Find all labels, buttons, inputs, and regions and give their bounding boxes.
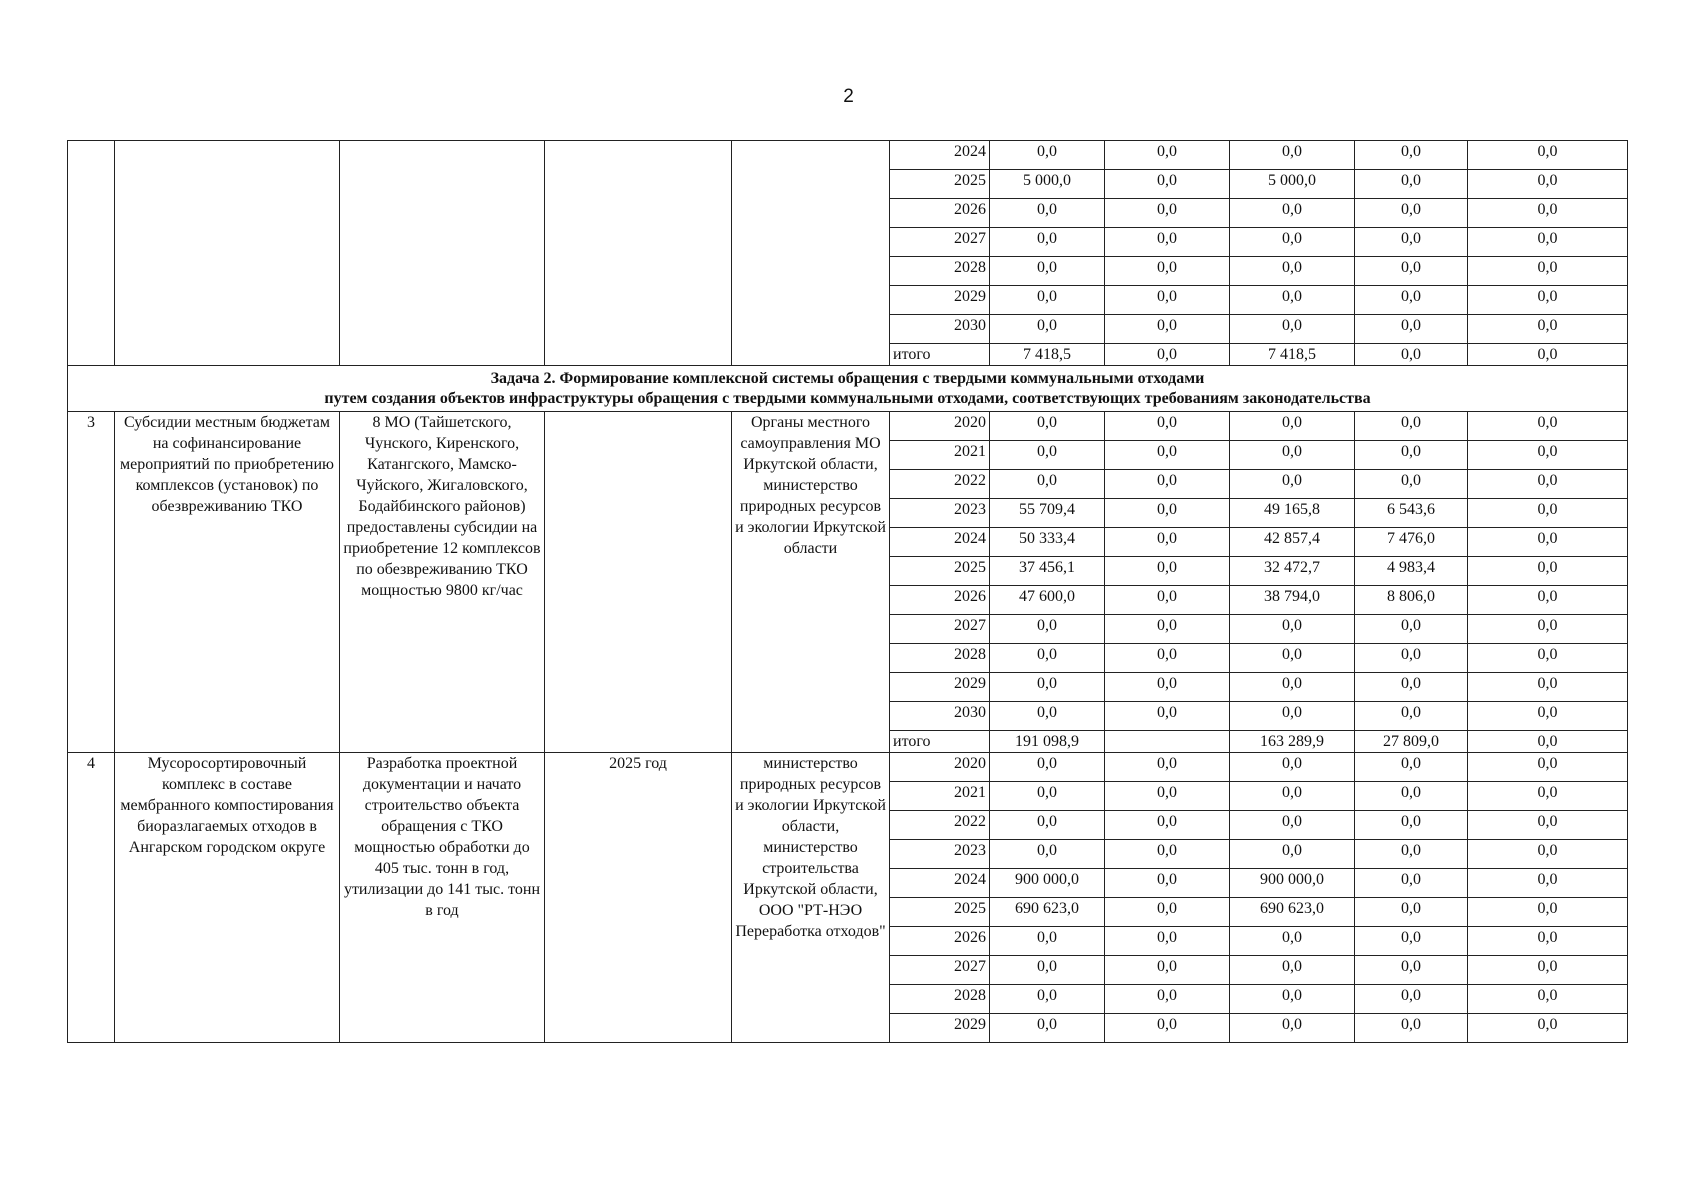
empty-cell-4 (545, 141, 732, 366)
value-cell: 42 857,4 (1230, 528, 1355, 557)
value-cell: 0,0 (1355, 1014, 1468, 1043)
value-cell: 27 809,0 (1355, 731, 1468, 753)
value-cell: 0,0 (1230, 811, 1355, 840)
value-cell: 0,0 (990, 702, 1105, 731)
year-cell: 2024 (890, 528, 990, 557)
year-cell: 2024 (890, 869, 990, 898)
value-cell: 0,0 (1230, 753, 1355, 782)
value-cell: 0,0 (1105, 141, 1230, 170)
value-cell: 0,0 (990, 985, 1105, 1014)
value-cell: 0,0 (1355, 615, 1468, 644)
value-cell: 0,0 (1230, 615, 1355, 644)
value-cell: 0,0 (1355, 344, 1468, 366)
year-cell: 2029 (890, 673, 990, 702)
empty-cell-3 (340, 141, 545, 366)
table-row (68, 753, 1628, 782)
empty-cell-5 (732, 141, 890, 366)
empty-cell-1 (68, 141, 115, 366)
year-cell: 2026 (890, 199, 990, 228)
value-cell: 0,0 (990, 615, 1105, 644)
value-cell: 0,0 (1355, 141, 1468, 170)
item-term: 2025 год (545, 753, 732, 1043)
value-cell: 0,0 (1105, 315, 1230, 344)
task-heading (68, 366, 1628, 412)
item-result: Разработка проектной документации и начато строительство объекта обращения с ТКО мощностью обработки до 405 тыс. тонн в год, утилизации до 141 тыс. тонн в год (340, 753, 545, 1043)
year-cell: 2022 (890, 811, 990, 840)
value-cell: 8 806,0 (1355, 586, 1468, 615)
value-cell: 0,0 (1230, 412, 1355, 441)
value-cell: 0,0 (1230, 141, 1355, 170)
item-result: 8 МО (Тайшетского, Чунского, Киренского, Катангского, Мамско-Чуйского, Жигаловского, Бодайбинского районов) предоставлены субсидии на приобретение 12 комплексов по обезвреживанию ТКО мощностью 9800 кг/час (340, 412, 545, 753)
value-cell: 0,0 (1105, 412, 1230, 441)
value-cell: 5 000,0 (1230, 170, 1355, 199)
value-cell: 0,0 (1230, 782, 1355, 811)
value-cell: 0,0 (1355, 840, 1468, 869)
value-cell: 0,0 (1468, 927, 1628, 956)
value-cell: 55 709,4 (990, 499, 1105, 528)
value-cell: 0,0 (1105, 869, 1230, 898)
year-cell: итого (890, 731, 990, 753)
value-cell: 0,0 (990, 315, 1105, 344)
value-cell: 690 623,0 (990, 898, 1105, 927)
value-cell: 0,0 (1230, 956, 1355, 985)
value-cell: 0,0 (1230, 1014, 1355, 1043)
value-cell: 0,0 (1230, 228, 1355, 257)
value-cell: 0,0 (990, 673, 1105, 702)
value-cell: 4 983,4 (1355, 557, 1468, 586)
item-name: Мусоросортировочный комплекс в составе мембранного компостирования биоразлагаемых отходов в Ангарском городском округе (115, 753, 340, 1043)
value-cell: 0,0 (1468, 985, 1628, 1014)
value-cell: 50 333,4 (990, 528, 1105, 557)
value-cell: 0,0 (1468, 315, 1628, 344)
value-cell: 163 289,9 (1230, 731, 1355, 753)
value-cell: 0,0 (1230, 644, 1355, 673)
value-cell: 900 000,0 (1230, 869, 1355, 898)
value-cell: 0,0 (1468, 644, 1628, 673)
value-cell: 0,0 (1355, 644, 1468, 673)
task-heading-line2: путем создания объектов инфраструктуры обращения с твердыми коммунальными отходами, соответствующих требованиям законодательства (324, 389, 1371, 407)
value-cell: 0,0 (1105, 586, 1230, 615)
value-cell: 0,0 (1230, 199, 1355, 228)
value-cell: 32 472,7 (1230, 557, 1355, 586)
item-term (545, 412, 732, 753)
value-cell: 0,0 (1105, 898, 1230, 927)
value-cell: 0,0 (1230, 927, 1355, 956)
value-cell: 0,0 (1355, 170, 1468, 199)
value-cell: 0,0 (1468, 499, 1628, 528)
value-cell: 47 600,0 (990, 586, 1105, 615)
value-cell: 7 418,5 (1230, 344, 1355, 366)
value-cell: 0,0 (1468, 840, 1628, 869)
value-cell: 0,0 (1355, 441, 1468, 470)
value-cell: 49 165,8 (1230, 499, 1355, 528)
value-cell: 0,0 (1105, 344, 1230, 366)
item-executor: Органы местного самоуправления МО Иркутской области, министерство природных ресурсов и экологии Иркутской области (732, 412, 890, 753)
year-cell: 2022 (890, 470, 990, 499)
value-cell: 0,0 (1105, 228, 1230, 257)
value-cell: 0,0 (1105, 499, 1230, 528)
value-cell: 0,0 (1105, 644, 1230, 673)
value-cell: 0,0 (990, 470, 1105, 499)
value-cell: 0,0 (1105, 811, 1230, 840)
value-cell: 0,0 (1355, 985, 1468, 1014)
year-cell: 2026 (890, 927, 990, 956)
value-cell: 0,0 (1468, 557, 1628, 586)
item-number: 3 (68, 412, 115, 753)
value-cell: 0,0 (990, 753, 1105, 782)
value-cell: 0,0 (990, 840, 1105, 869)
value-cell: 0,0 (1230, 840, 1355, 869)
year-cell: 2025 (890, 898, 990, 927)
value-cell: 0,0 (1468, 673, 1628, 702)
value-cell: 0,0 (1105, 1014, 1230, 1043)
value-cell: 0,0 (1468, 141, 1628, 170)
value-cell: 0,0 (990, 412, 1105, 441)
value-cell: 0,0 (1230, 985, 1355, 1014)
value-cell: 0,0 (1105, 673, 1230, 702)
value-cell: 0,0 (1355, 898, 1468, 927)
value-cell: 0,0 (1230, 286, 1355, 315)
value-cell: 0,0 (1468, 344, 1628, 366)
value-cell: 7 418,5 (990, 344, 1105, 366)
value-cell: 0,0 (1468, 898, 1628, 927)
value-cell: 0,0 (1105, 840, 1230, 869)
task-row (68, 366, 1628, 412)
year-cell: 2029 (890, 1014, 990, 1043)
item-number: 4 (68, 753, 115, 1043)
value-cell: 0,0 (1468, 528, 1628, 557)
value-cell: 0,0 (1355, 228, 1468, 257)
value-cell: 0,0 (990, 199, 1105, 228)
year-cell: 2020 (890, 753, 990, 782)
year-cell: 2024 (890, 141, 990, 170)
item-name: Субсидии местным бюджетам на софинансирование мероприятий по приобретению комплексов (установок) по обезвреживанию ТКО (115, 412, 340, 753)
year-cell: 2029 (890, 286, 990, 315)
value-cell: 0,0 (1105, 528, 1230, 557)
value-cell: 0,0 (1468, 811, 1628, 840)
value-cell: 0,0 (1105, 170, 1230, 199)
value-cell: 0,0 (1105, 615, 1230, 644)
value-cell: 0,0 (1105, 257, 1230, 286)
year-cell: 2028 (890, 985, 990, 1014)
value-cell: 0,0 (990, 257, 1105, 286)
value-cell: 0,0 (990, 956, 1105, 985)
value-cell: 0,0 (1355, 470, 1468, 499)
value-cell: 0,0 (1355, 782, 1468, 811)
year-cell: 2021 (890, 782, 990, 811)
value-cell: 0,0 (990, 927, 1105, 956)
value-cell: 0,0 (1355, 315, 1468, 344)
value-cell: 0,0 (1468, 782, 1628, 811)
value-cell: 0,0 (1355, 673, 1468, 702)
value-cell: 690 623,0 (1230, 898, 1355, 927)
value-cell: 0,0 (1230, 702, 1355, 731)
year-cell: 2025 (890, 557, 990, 586)
value-cell: 0,0 (1468, 412, 1628, 441)
program-table (67, 140, 1628, 1043)
value-cell: 0,0 (1105, 985, 1230, 1014)
value-cell: 0,0 (1230, 441, 1355, 470)
value-cell: 0,0 (1355, 811, 1468, 840)
value-cell: 0,0 (990, 644, 1105, 673)
year-cell: итого (890, 344, 990, 366)
year-cell: 2030 (890, 702, 990, 731)
table-row (68, 412, 1628, 441)
year-cell: 2023 (890, 840, 990, 869)
value-cell: 0,0 (1105, 956, 1230, 985)
value-cell: 0,0 (1468, 1014, 1628, 1043)
value-cell: 0,0 (1468, 956, 1628, 985)
value-cell: 0,0 (1468, 228, 1628, 257)
value-cell: 0,0 (1355, 412, 1468, 441)
value-cell: 191 098,9 (990, 731, 1105, 753)
year-cell: 2028 (890, 644, 990, 673)
value-cell: 0,0 (1468, 702, 1628, 731)
value-cell: 0,0 (1105, 753, 1230, 782)
year-cell: 2020 (890, 412, 990, 441)
value-cell: 0,0 (1468, 731, 1628, 753)
value-cell: 0,0 (1355, 286, 1468, 315)
value-cell (1105, 731, 1230, 753)
value-cell: 0,0 (1468, 753, 1628, 782)
value-cell: 0,0 (1230, 470, 1355, 499)
task-heading-line1: Задача 2. Формирование комплексной системы обращения с твердыми коммунальными отходами (490, 369, 1205, 387)
value-cell: 7 476,0 (1355, 528, 1468, 557)
value-cell: 0,0 (1105, 927, 1230, 956)
value-cell: 0,0 (1355, 956, 1468, 985)
value-cell: 0,0 (1105, 470, 1230, 499)
value-cell: 0,0 (990, 782, 1105, 811)
table-row (68, 141, 1628, 170)
value-cell: 0,0 (1105, 199, 1230, 228)
year-cell: 2027 (890, 615, 990, 644)
value-cell: 0,0 (1230, 257, 1355, 286)
value-cell: 0,0 (1468, 441, 1628, 470)
table-body (68, 141, 1628, 1043)
value-cell: 0,0 (1468, 257, 1628, 286)
value-cell: 0,0 (990, 811, 1105, 840)
value-cell: 0,0 (990, 141, 1105, 170)
year-cell: 2023 (890, 499, 990, 528)
value-cell: 0,0 (1105, 782, 1230, 811)
value-cell: 0,0 (1468, 869, 1628, 898)
year-cell: 2030 (890, 315, 990, 344)
value-cell: 0,0 (990, 286, 1105, 315)
value-cell: 0,0 (1468, 170, 1628, 199)
value-cell: 0,0 (1105, 286, 1230, 315)
value-cell: 0,0 (1230, 315, 1355, 344)
value-cell: 0,0 (1230, 673, 1355, 702)
value-cell: 0,0 (990, 228, 1105, 257)
year-cell: 2027 (890, 228, 990, 257)
value-cell: 0,0 (1105, 702, 1230, 731)
value-cell: 5 000,0 (990, 170, 1105, 199)
value-cell: 0,0 (1468, 586, 1628, 615)
value-cell: 38 794,0 (1230, 586, 1355, 615)
value-cell: 0,0 (1468, 199, 1628, 228)
value-cell: 0,0 (1355, 257, 1468, 286)
value-cell: 0,0 (1355, 753, 1468, 782)
value-cell: 0,0 (1468, 470, 1628, 499)
value-cell: 0,0 (990, 1014, 1105, 1043)
year-cell: 2021 (890, 441, 990, 470)
value-cell: 0,0 (1105, 557, 1230, 586)
value-cell: 0,0 (1468, 615, 1628, 644)
value-cell: 0,0 (1355, 927, 1468, 956)
year-cell: 2028 (890, 257, 990, 286)
year-cell: 2027 (890, 956, 990, 985)
value-cell: 0,0 (1355, 702, 1468, 731)
year-cell: 2026 (890, 586, 990, 615)
value-cell: 6 543,6 (1355, 499, 1468, 528)
value-cell: 0,0 (1355, 869, 1468, 898)
value-cell: 0,0 (990, 441, 1105, 470)
value-cell: 37 456,1 (990, 557, 1105, 586)
empty-cell-2 (115, 141, 340, 366)
value-cell: 900 000,0 (990, 869, 1105, 898)
value-cell: 0,0 (1468, 286, 1628, 315)
value-cell: 0,0 (1355, 199, 1468, 228)
value-cell: 0,0 (1105, 441, 1230, 470)
page-number: 2 (843, 86, 854, 107)
year-cell: 2025 (890, 170, 990, 199)
item-executor: министерство природных ресурсов и экологии Иркутской области, министерство строительства Иркутской области, ООО "РТ-НЭО Переработка отходов" (732, 753, 890, 1043)
